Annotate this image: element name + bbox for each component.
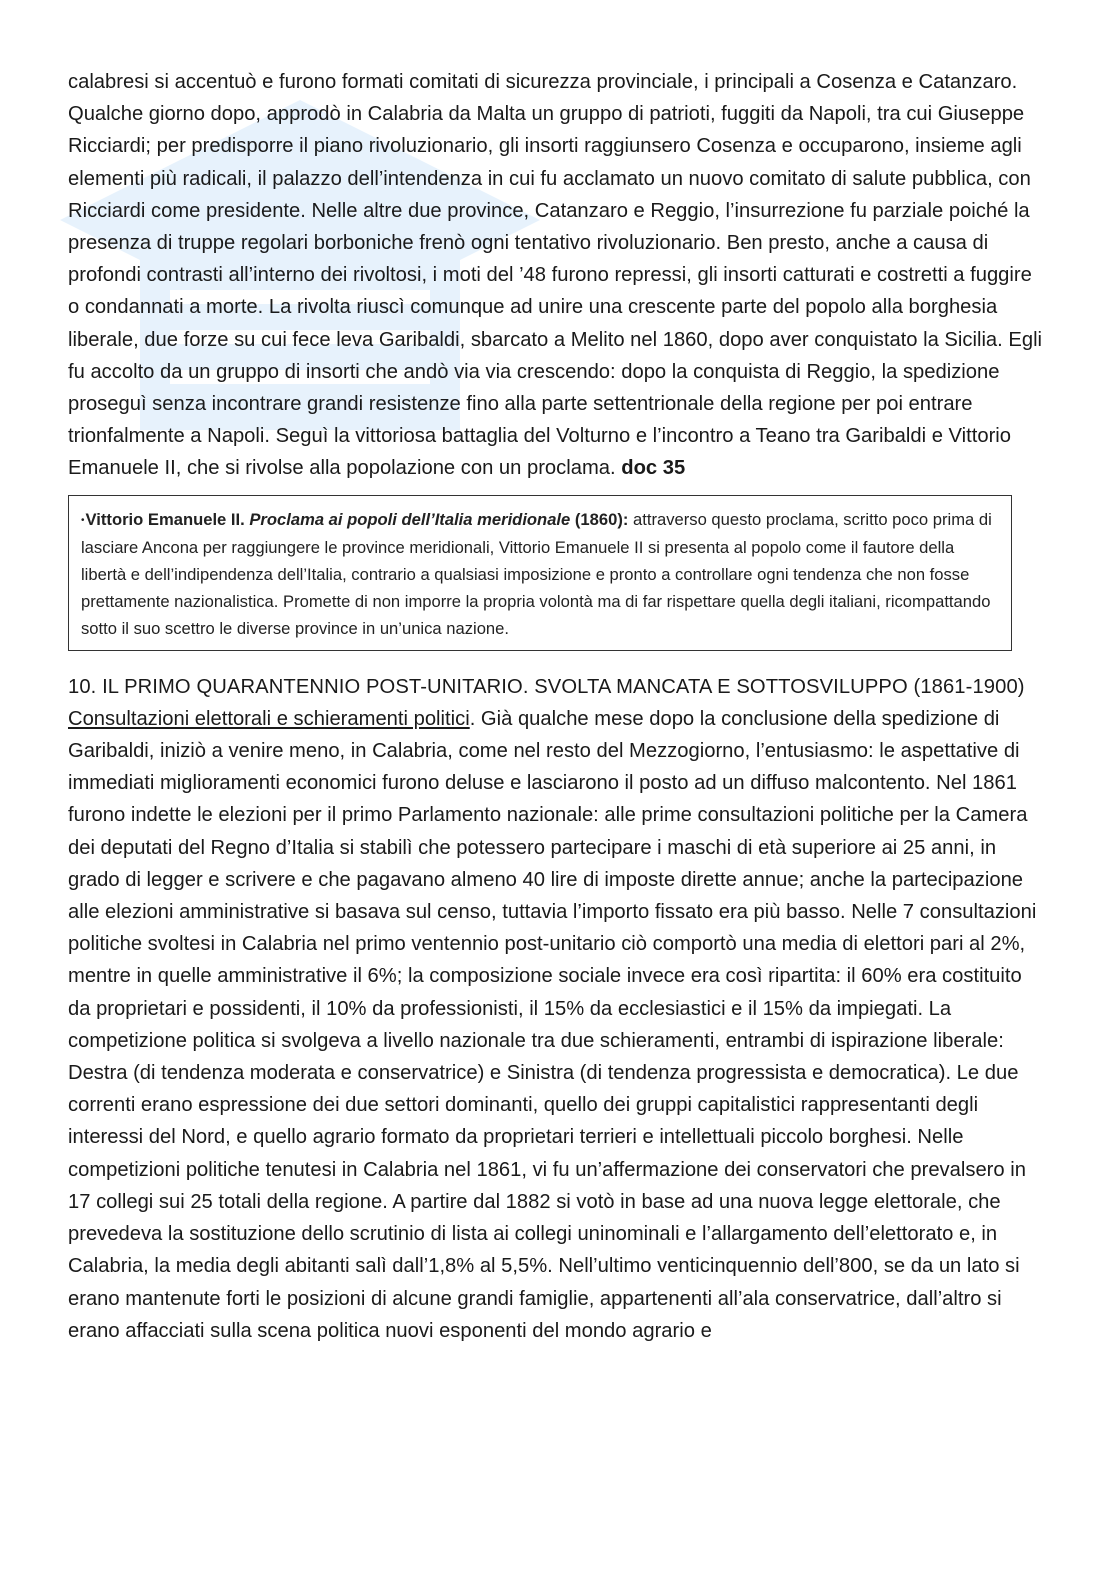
document-note-box xyxy=(68,495,1012,651)
section-heading: 10. IL PRIMO QUARANTENNIO POST-UNITARIO. SVOLTA MANCATA E SOTTOSVILUPPO (1861-1900) xyxy=(68,675,1025,698)
paragraph-intro-text: calabresi si accentuò e furono formati comitati di sicurezza provinciale, i principali a Cosenza e Catanzaro. Qualche giorno dopo, approdò in Calabria da Malta un gruppo di patrioti, fuggiti da Napoli, tra cui Giuseppe Ricciardi; per predisporre il piano rivoluzionario, gli insorti raggiunsero Cosenza e occuparono, insieme agli elementi più radicali, il palazzo dell’intendenza in cui fu acclamato un nuovo comitato di salute pubblica, con Ricciardi come presidente. Nelle altre due province, Catanzaro e Reggio, l’insurrezione fu parziale poiché la presenza di truppe regolari borboniche frenò ogni tentativo rivoluzionario. Ben presto, anche a causa di profondi contrasti all’interno dei rivoltosi, i moti del ’48 furono repressi, gli insorti catturati e costretti a fuggire o condannati a morte. La rivolta riuscì comunque ad unire una crescente parte del popolo alla borghesia liberale, due forze su cui fece leva Garibaldi, sbarcato a Melito nel 1860, dopo aver conquistato la Sicilia. Egli fu accolto da un gruppo di insorti che andò via via crescendo: dopo la conquista di Reggio, la spedizione proseguì senza incontrare grandi resistenze fino alla parte settentrionale della regione per poi entrare trionfalmente a Napoli. Seguì la vittoriosa battaglia del Volturno e l’incontro a Teano tra Garibaldi e Vittorio Emanuele II, che si rivolse alla popolazione con un proclama. xyxy=(68,71,1043,480)
paragraph-intro xyxy=(68,66,1048,485)
doc-reference: doc 35 xyxy=(621,457,686,480)
paragraph-section10 xyxy=(68,703,1048,1347)
doc-author: Vittorio Emanuele II. xyxy=(85,509,245,529)
page-content xyxy=(68,66,1048,1347)
doc-summary: attraverso questo proclama, scritto poco prima di lasciare Ancona per raggiungere le province meridionali, Vittorio Emanuele II si presenta al popolo come il fautore della libertà e dell’indipendenza dell’Italia, contrario a qualsiasi imposizione e pronto a controllare ogni tendenza che non fosse prettamente nazionalistica. Promette di non imporre la propria volontà ma di far rispettare quella degli italiani, ricompattando sotto il suo scettro le diverse province in un’unica nazione. xyxy=(81,509,992,638)
section-subheading: Consultazioni elettorali e schieramenti politici xyxy=(68,707,470,730)
bullet-icon: • xyxy=(81,514,85,526)
paragraph-section10-text: . Già qualche mese dopo la conclusione della spedizione di Garibaldi, iniziò a venire meno, in Calabria, come nel resto del Mezzogiorno, l’entusiasmo: le aspettative di immediati miglioramenti economici furono deluse e lasciarono il posto ad un diffuso malcontento. Nel 1861 furono indette le elezioni per il primo Parlamento nazionale: alle prime consultazioni politiche per la Camera dei deputati del Regno d’Italia si stabilì che potessero partecipare i maschi di età superiore ai 25 anni, in grado di legger e scrivere e che pagavano almeno 40 lire di imposte dirette annue; anche la partecipazione alle elezioni amministrative si basava sul censo, tuttavia l’importo fissato era più basso. Nelle 7 consultazioni politiche svoltesi in Calabria nel primo ventennio post-unitario ciò comportò una media di elettori pari al 2%, mentre in quelle amministrative il 6%; la composizione sociale invece era così ripartita: il 60% era costituito da proprietari e possidenti, il 10% da professionisti, il 15% da ecclesiastici e il 15% da impiegati. La competizione politica si svolgeva a livello nazionale tra due schieramenti, entrambi di ispirazione liberale: Destra (di tendenza moderata e conservatrice) e Sinistra (di tendenza progressista e democratica). Le due correnti erano espressione dei due settori dominanti, quello dei gruppi capitalistici rappresentanti degli interessi del Nord, e quello agrario formato da proprietari terrieri e intellettuali piccolo borghesi. Nelle competizioni politiche tenutesi in Calabria nel 1861, vi fu un’affermazione dei conservatori che prevalsero in 17 collegi sui 25 totali della regione. A partire dal 1882 si votò in base ad una nuova legge elettorale, che prevedeva la sostituzione dello scrutinio di lista ai collegi uninominali e l’allargamento dell’elettorato e, in Calabria, la media degli abitanti salì dall’1,8% al 5,5%. Nell’ultimo venticinquennio dell’800, se da un lato si erano mantenute forti le posizioni di alcune grandi famiglie, appartenenti all’ala conservatrice, dall’altro si erano affacciati sulla scena politica nuovi esponenti del mondo agrario e xyxy=(68,707,1037,1342)
doc-year: (1860): xyxy=(574,509,629,529)
doc-title: Proclama ai popoli dell’Italia meridionale xyxy=(249,509,571,529)
